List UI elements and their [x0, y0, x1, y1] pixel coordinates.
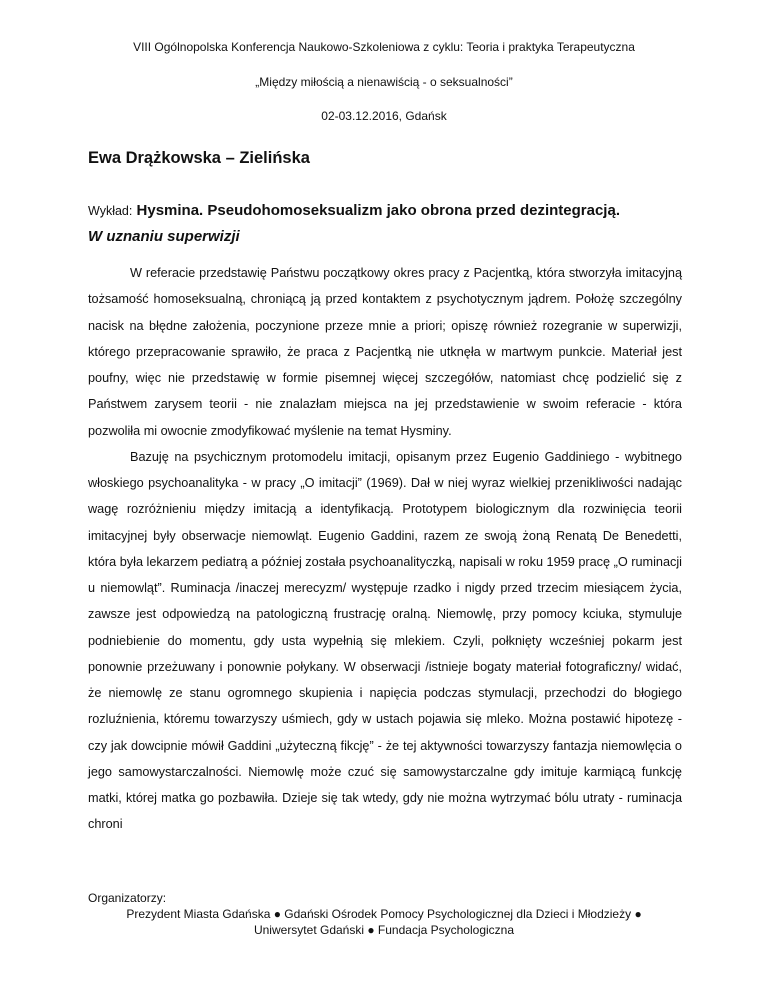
organizers-line-2: Uniwersytet Gdański ● Fundacja Psychologiczna — [253, 923, 515, 937]
lecture-subtitle: W uznaniu superwizji — [88, 228, 240, 245]
organizers-label: Organizatorzy: — [88, 891, 167, 905]
footer — [0, 890, 768, 938]
paragraph: W referacie przedstawię Państwu początkowy okres pracy z Pacjentką, która stworzyła imitacyjną tożsamość homoseksualną, chroniącą ją przed kontaktem z psychotycznym jądrem. Położę szczególny nacisk na błędne założenia, poczynione przeze mnie a priori; opiszę również rozegranie w superwizji, którego przepracowanie sprawiło, że praca z Pacjentką nie utknęła w martwym punkcie. Materiał jest poufny, więc nie przedstawię w formie pisemnej więcej szczegółów, natomiast chcę podzielić się z Państwem zarysem teorii - nie znalazłam miejsca na jej przedstawienie w swoim referacie - która pozwoliła mi owocnie zmodyfikować myślenie na temat Hysminy. — [88, 266, 682, 438]
conference-date-place: 02-03.12.2016, Gdańsk — [321, 109, 447, 123]
lecture-title: Hysmina. Pseudohomoseksualizm jako obrona przed dezintegracją. — [136, 202, 620, 219]
author-name: Ewa Drążkowska – Zielińska — [88, 149, 310, 167]
conference-theme: „Między miłością a nienawiścią - o seksualności” — [255, 75, 513, 89]
lecture-label: Wykład: — [88, 204, 133, 218]
paragraph: Bazuję na psychicznym protomodelu imitacji, opisanym przez Eugenio Gaddiniego - wybitnego włoskiego psychoanalityka - w pracy „O imitacji” (1969). Dał w niej wyraz wielkiej przenikliwości nadając wagę rozróżnieniu między imitacją a identyfikacją. Prototypem biologicznym dla rozwinięcia teorii imitacyjnej były obserwacje niemowląt. Eugenio Gaddini, razem ze swoją żoną Renatą De Benedetti, która była lekarzem pediatrą a później została psychoanalityczką, napisali w roku 1959 pracę „O ruminacji u niemowląt”. Ruminacja /inaczej merecyzm/ występuje rzadko i nigdy przed trzecim miesiącem życia, zawsze jest odpowiedzą na patologiczną frustrację oralną. Niemowlę, przy pomocy kciuka, stymuluje podniebienie do momentu, gdy usta wypełnią się mlekiem. Czyli, połknięty wcześniej pokarm jest ponownie przeżuwany i ponownie połykany. W obserwacji /istnieje bogaty materiał fotograficzny/ widać, że niemowlę ze stanu ogromnego skupienia i napięcia podczas stymulacji, przechodzi do błogiego rozluźnienia, któremu towarzyszy uśmiech, gdy w ustach pojawia się mleko. Można postawić hipotezę - czy jak dowcipnie mówił Gaddini „użyteczną fikcję” - że tej aktywności towarzyszy fantazja niemowlęcia o jego samowystarczalności. Niemowlę może czuć się samowystarczalne gdy imituje karmiącą funkcję matki, której matka go pozbawiła. Dzieje się tak wtedy, gdy nie można wytrzymać bólu utraty - ruminacja chroni — [88, 449, 682, 832]
organizers-line-1: Prezydent Miasta Gdańska ● Gdański Ośrodek Pomocy Psychologicznej dla Dzieci i Młodzieży ● — [126, 907, 642, 921]
conference-title: VIII Ogólnopolska Konferencja Naukowo-Szkoleniowa z cyklu: Teoria i praktyka Terapeutyczna — [133, 40, 635, 54]
body-text — [88, 260, 682, 838]
lecture-heading — [88, 198, 682, 250]
